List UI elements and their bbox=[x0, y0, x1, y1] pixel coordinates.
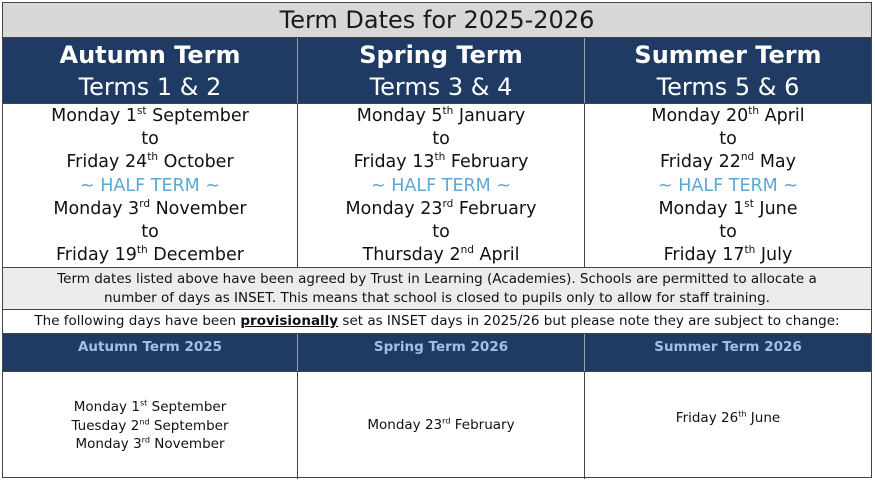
term-name: Summer Term bbox=[634, 41, 822, 69]
half-term-label: ~ HALF TERM ~ bbox=[658, 175, 798, 196]
term-start-date: Monday 20th April bbox=[651, 105, 805, 126]
term-end-date: Thursday 2nd April bbox=[362, 244, 520, 266]
term-dates-row bbox=[3, 104, 871, 268]
term-subtitle: Terms 3 & 4 bbox=[369, 73, 513, 101]
inset-note-line: Term dates listed above have been agreed by Trust in Learning (Academies). Schools are permitted to allocate a bbox=[57, 271, 817, 287]
term-header-spring bbox=[298, 38, 585, 103]
term-dates-table bbox=[2, 2, 872, 478]
inset-days-summer bbox=[585, 372, 871, 479]
half-term-start-date: Friday 13th February bbox=[353, 151, 529, 173]
inset-header-spring: Spring Term 2026 bbox=[298, 334, 585, 371]
to-label: to bbox=[432, 222, 450, 243]
page-title: Term Dates for 2025-2026 bbox=[3, 3, 871, 38]
inset-day: Monday 3rd November bbox=[75, 434, 225, 452]
inset-day: Monday 1st September bbox=[73, 397, 227, 415]
inset-days-autumn bbox=[3, 372, 298, 479]
inset-header-row bbox=[3, 334, 871, 372]
inset-day: Monday 23rd February bbox=[367, 415, 515, 433]
inset-note bbox=[3, 268, 871, 310]
term-start-date: Monday 1st September bbox=[51, 105, 249, 126]
dates-summer bbox=[585, 104, 871, 267]
provisional-notice: The following days have been provisionally set as INSET days in 2025/26 but please note they are subject to change: bbox=[3, 310, 871, 334]
term-end-date: Friday 19th December bbox=[55, 244, 244, 266]
term-name: Autumn Term bbox=[59, 41, 241, 69]
term-subtitle: Terms 5 & 6 bbox=[656, 73, 800, 101]
half-term-start-date: Friday 24th October bbox=[66, 151, 234, 173]
inset-days-row bbox=[3, 372, 871, 479]
to-label: to bbox=[141, 222, 159, 243]
to-label: to bbox=[719, 222, 737, 243]
term-header-summer bbox=[585, 38, 871, 103]
half-term-label: ~ HALF TERM ~ bbox=[80, 175, 220, 196]
term-name: Spring Term bbox=[359, 41, 523, 69]
dates-autumn bbox=[3, 104, 298, 267]
dates-spring bbox=[298, 104, 585, 267]
inset-header-summer: Summer Term 2026 bbox=[654, 339, 802, 355]
resume-date: Monday 1st June bbox=[658, 197, 798, 219]
term-start-date: Monday 5th January bbox=[356, 105, 526, 126]
half-term-start-date: Friday 22nd May bbox=[660, 151, 796, 173]
inset-days-spring bbox=[298, 372, 585, 479]
resume-date: Monday 3rd November bbox=[53, 197, 247, 219]
inset-day: Tuesday 2nd September bbox=[71, 416, 229, 434]
inset-header-autumn: Autumn Term 2025 bbox=[3, 334, 298, 371]
resume-date: Monday 23rd February bbox=[345, 197, 537, 219]
provisional-emphasis: provisionally bbox=[240, 313, 339, 329]
term-subtitle: Terms 1 & 2 bbox=[78, 73, 222, 101]
to-label: to bbox=[432, 129, 450, 150]
terms-header-row bbox=[3, 38, 871, 104]
to-label: to bbox=[719, 129, 737, 150]
half-term-label: ~ HALF TERM ~ bbox=[371, 175, 511, 196]
term-header-autumn bbox=[3, 38, 298, 103]
term-end-date: Friday 17th July bbox=[663, 244, 793, 266]
inset-note-line: number of days as INSET. This means that school is closed to pupils only to allow for staff training. bbox=[104, 290, 770, 306]
inset-day: Friday 26th June bbox=[675, 408, 781, 426]
to-label: to bbox=[141, 129, 159, 150]
